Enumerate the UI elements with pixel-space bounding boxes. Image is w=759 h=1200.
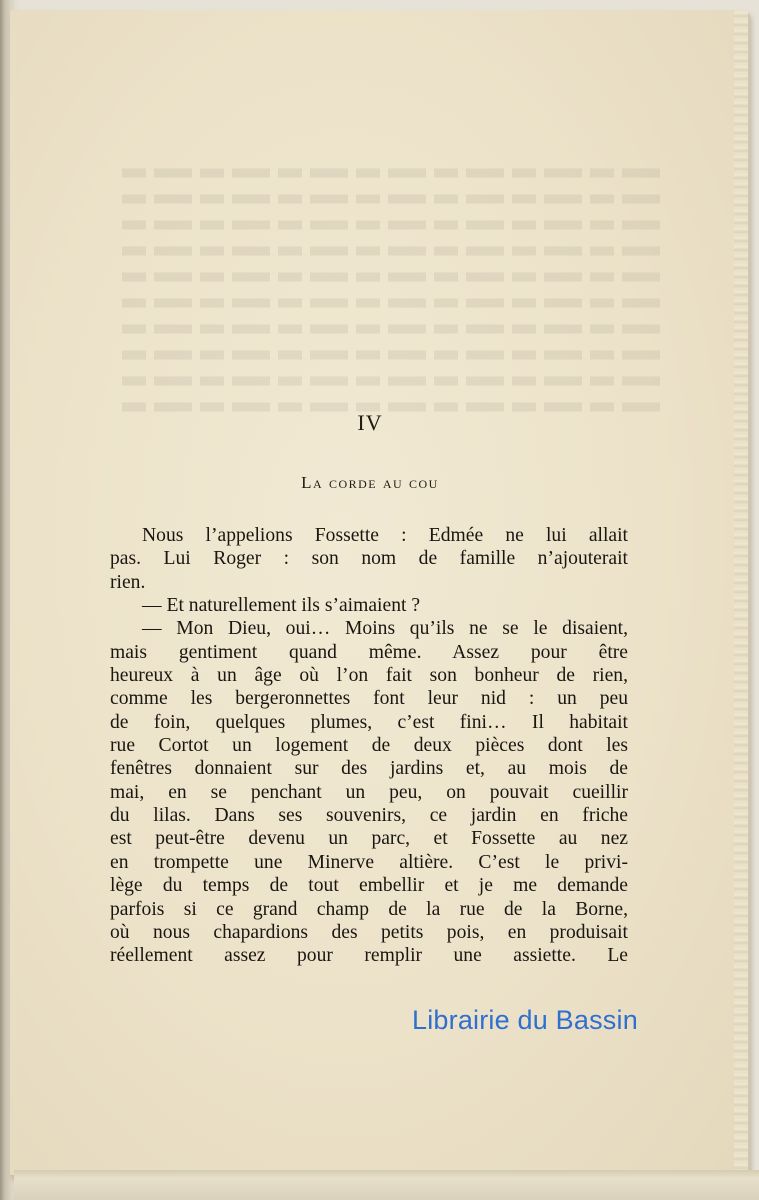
text-line: en trompette une Minerve altière. C’est le privi- <box>110 851 628 873</box>
text-line: de foin, quelques plumes, c’est fini… Il habitait <box>110 711 628 733</box>
text-line: pas. Lui Roger : son nom de famille n’ajouterait <box>110 548 628 570</box>
deckle-edge <box>734 10 748 1200</box>
book-page <box>10 10 750 1177</box>
text-line: fenêtres donnaient sur des jardins et, au mois de <box>110 758 628 780</box>
text-line: Nous l’appelions Fossette : Edmée ne lui allait <box>142 525 628 546</box>
text-line: heureux à un âge où l’on fait son bonheur de rien, <box>110 665 628 687</box>
body-text <box>110 524 628 968</box>
text-line: parfois si ce grand champ de la rue de la Borne, <box>110 898 628 920</box>
text-line: lège du temps de tout embellir et je me demande <box>110 875 628 897</box>
text-line: — Et naturellement ils s’aimaient ? <box>142 595 421 617</box>
watermark: Librairie du Bassin <box>412 1005 638 1035</box>
bleed-through <box>120 160 660 420</box>
text-line: mai, en se penchant un peu, on pouvait cueillir <box>110 781 628 803</box>
text-line: où nous chapardions des petits pois, en produisait <box>110 921 628 943</box>
text-line: rien. <box>110 571 146 593</box>
text-line: réellement assez pour remplir une assiette. Le <box>110 945 628 967</box>
text-line: rue Cortot un logement de deux pièces dont les <box>110 735 628 757</box>
text-line: est peut-être devenu un parc, et Fossette au nez <box>110 828 628 850</box>
text-line: comme les bergeronnettes font leur nid : un peu <box>110 688 628 710</box>
text-line: du lilas. Dans ses souvenirs, ce jardin en friche <box>110 805 628 827</box>
page-stack-bottom <box>14 1170 759 1200</box>
text-line: — Mon Dieu, oui… Moins qu’ils ne se le disaient, <box>142 618 628 640</box>
chapter-number: IV <box>357 410 383 435</box>
text-line: mais gentiment quand même. Assez pour être <box>110 641 628 663</box>
chapter-title: La corde au cou <box>301 473 439 492</box>
